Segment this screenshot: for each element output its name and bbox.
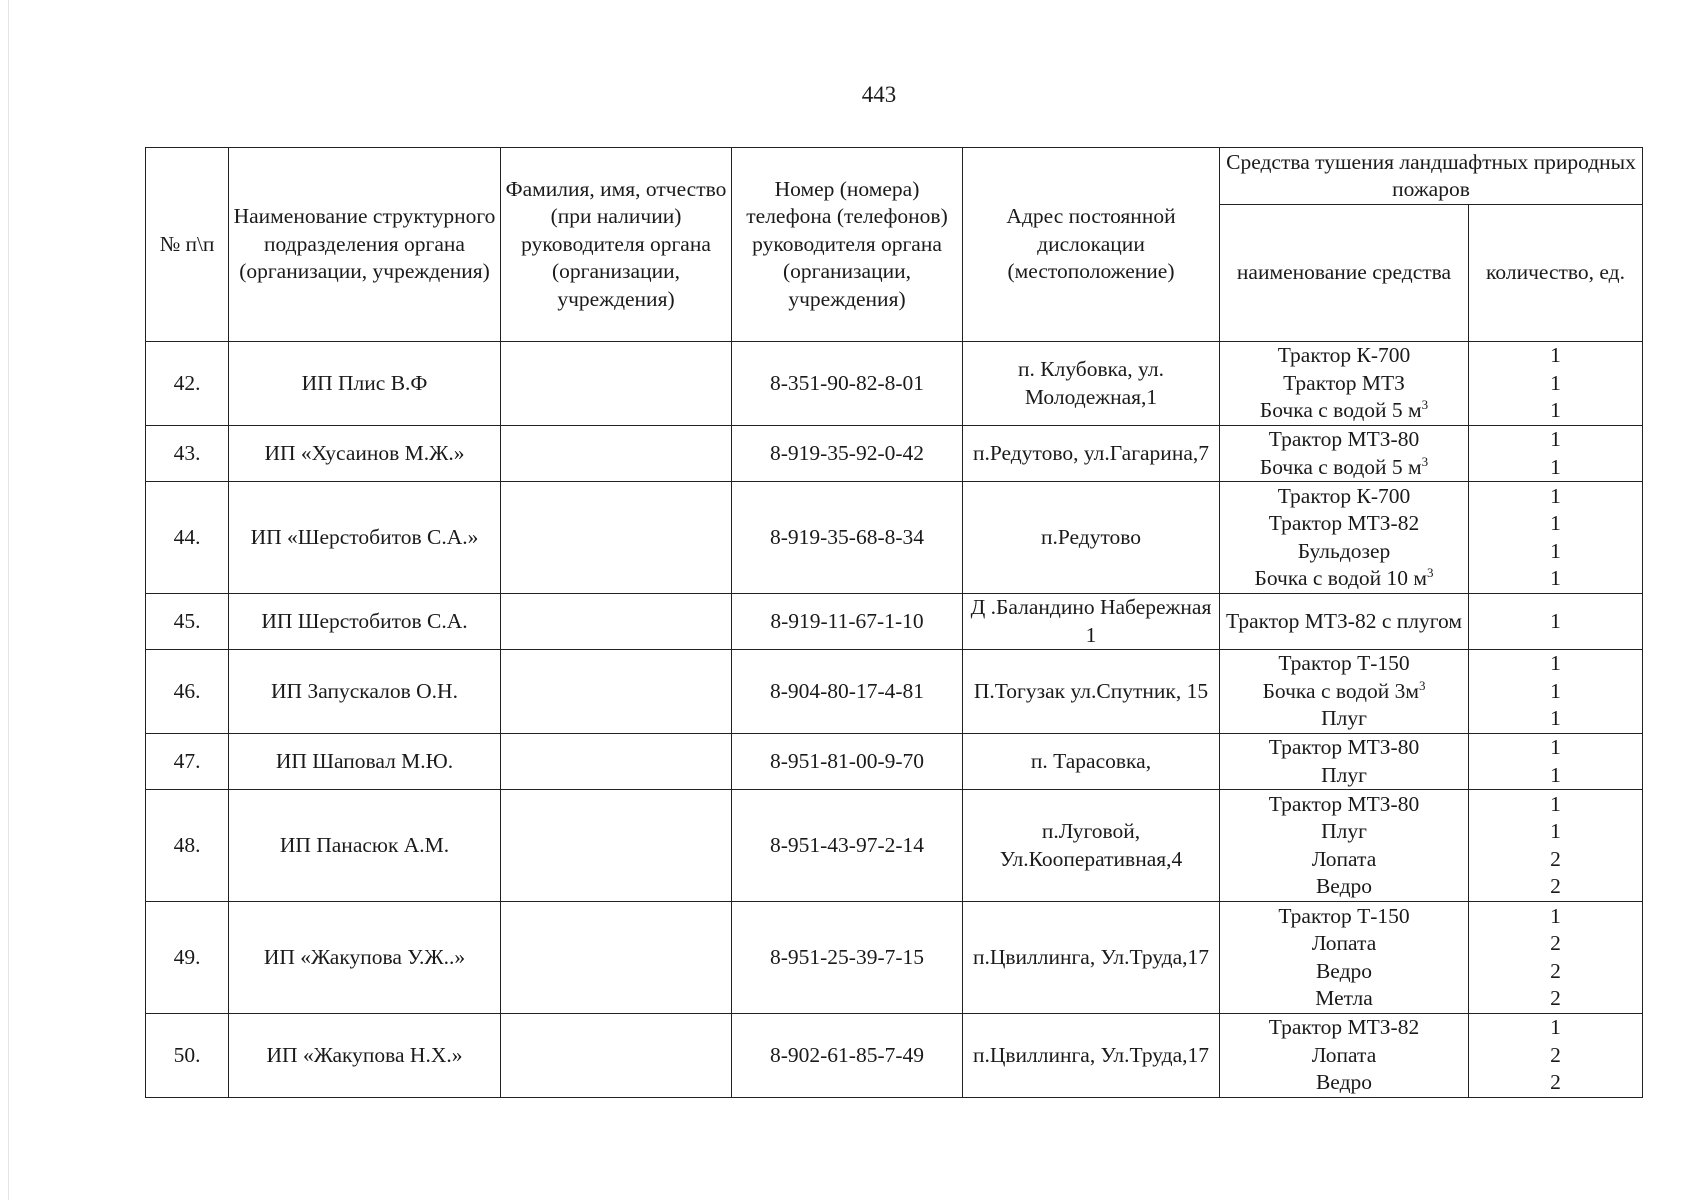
row-means-qty	[1469, 734, 1643, 790]
row-phone: 8-919-35-68-8-34	[732, 482, 963, 594]
means-name-list	[1224, 791, 1464, 901]
means-unit-superscript: 3	[1427, 564, 1434, 580]
row-phone: 8-951-43-97-2-14	[732, 790, 963, 902]
table-header	[146, 148, 1643, 342]
row-means-names	[1220, 734, 1469, 790]
means-name: Лопата	[1311, 846, 1377, 871]
means-name: Трактор МТЗ	[1283, 370, 1405, 395]
means-qty: 1	[1550, 427, 1561, 451]
row-org: ИП «Шерстобитов С.А.»	[229, 482, 501, 594]
means-qty: 1	[1550, 398, 1561, 423]
row-address: п. Тарасовка,	[963, 734, 1220, 790]
means-qty-list	[1473, 1014, 1638, 1097]
header-means-name: наименование средства	[1220, 205, 1469, 342]
row-means-qty	[1469, 1014, 1643, 1098]
header-org: Наименование структурного подразделения органа (организации, учреждения)	[229, 148, 501, 342]
row-means-names	[1220, 594, 1469, 650]
table-row	[146, 482, 1643, 594]
row-phone: 8-951-81-00-9-70	[732, 734, 963, 790]
row-head	[501, 650, 732, 734]
means-name: Трактор МТЗ-80	[1268, 791, 1420, 816]
means-name: Трактор МТЗ-80	[1268, 427, 1420, 451]
means-qty: 2	[1550, 986, 1561, 1010]
row-means-names	[1220, 902, 1469, 1014]
means-qty: 1	[1550, 903, 1561, 928]
means-unit-superscript: 3	[1421, 453, 1429, 469]
row-num: 50.	[146, 1014, 229, 1098]
means-qty: 1	[1550, 791, 1561, 816]
row-org: ИП Панасюк А.М.	[229, 790, 501, 902]
row-org: ИП Запускалов О.Н.	[229, 650, 501, 734]
means-name: Бочка с водой 5 $м^3$	[1259, 397, 1429, 423]
means-name: Бочка с водой 10 $м^3$	[1254, 564, 1434, 590]
row-means-names	[1220, 1014, 1469, 1098]
row-head	[501, 594, 732, 650]
table-row	[146, 594, 1643, 650]
row-org: ИП «Жакупова У.Ж..»	[229, 902, 501, 1014]
means-qty: 1	[1550, 735, 1561, 759]
means-name: Бочка с водой 5 $м^3$	[1259, 453, 1429, 479]
means-name: Ведро	[1315, 958, 1373, 983]
table-row	[146, 342, 1643, 426]
table-row	[146, 650, 1643, 734]
means-name: Ведро	[1315, 874, 1373, 898]
scan-edge-line	[8, 0, 9, 1200]
header-means-qty: количество, ед.	[1469, 205, 1643, 342]
row-address: п.Редутово	[963, 482, 1220, 594]
means-qty: 1	[1550, 651, 1561, 676]
means-qty: 1	[1550, 343, 1561, 368]
means-name-list	[1224, 608, 1464, 636]
means-qty-list	[1473, 791, 1638, 901]
row-means-qty	[1469, 594, 1643, 650]
row-means-names	[1220, 650, 1469, 734]
header-phone: Номер (номера) телефона (телефонов) руководителя органа (организации, учреждения)	[732, 148, 963, 342]
means-name: Трактор МТЗ-80	[1268, 735, 1420, 759]
row-address: п.Цвиллинга, Ул.Труда,17	[963, 902, 1220, 1014]
row-address: п.Редутово, ул.Гагарина,7	[963, 426, 1220, 482]
means-qty: 1	[1550, 678, 1561, 703]
row-head	[501, 1014, 732, 1098]
means-name-list	[1224, 483, 1464, 593]
means-qty-list	[1473, 903, 1638, 1013]
means-qty-list	[1473, 650, 1638, 733]
row-head	[501, 790, 732, 902]
row-org: ИП «Жакупова Н.Х.»	[229, 1014, 501, 1098]
row-org: ИП «Хусаинов М.Ж.»	[229, 426, 501, 482]
row-phone: 8-919-35-92-0-42	[732, 426, 963, 482]
means-name: Трактор К-700	[1277, 343, 1411, 368]
row-phone: 8-951-25-39-7-15	[732, 902, 963, 1014]
means-name: Плуг	[1321, 706, 1367, 731]
row-means-qty	[1469, 650, 1643, 734]
page-number: 443	[861, 82, 897, 107]
means-qty: 1	[1550, 1015, 1561, 1040]
means-qty: 1	[1550, 483, 1561, 508]
means-qty: 1	[1550, 706, 1561, 731]
header-num: № п\п	[146, 148, 229, 342]
row-head	[501, 482, 732, 594]
row-head	[501, 902, 732, 1014]
row-means-qty	[1469, 426, 1643, 482]
means-qty-list	[1473, 608, 1638, 636]
row-means-names	[1220, 342, 1469, 426]
means-qty-list	[1473, 483, 1638, 593]
row-num: 49.	[146, 902, 229, 1014]
means-qty: 1	[1550, 566, 1561, 590]
means-unit-superscript: 3	[1421, 397, 1429, 413]
means-qty: 2	[1550, 874, 1561, 898]
means-qty: 1	[1550, 454, 1561, 479]
means-name: Трактор Т-150	[1278, 903, 1410, 928]
row-phone: 8-919-11-67-1-10	[732, 594, 963, 650]
row-num: 42.	[146, 342, 229, 426]
means-qty: 1	[1550, 762, 1561, 787]
row-org: ИП Шаповал М.Ю.	[229, 734, 501, 790]
row-num: 46.	[146, 650, 229, 734]
table-row	[146, 1014, 1643, 1098]
row-phone: 8-351-90-82-8-01	[732, 342, 963, 426]
row-address: П.Тогузак ул.Спутник, 15	[963, 650, 1220, 734]
means-name: Трактор МТЗ-82	[1268, 511, 1420, 535]
table-row	[146, 902, 1643, 1014]
means-name: Метла	[1315, 986, 1373, 1010]
table-row	[146, 426, 1643, 482]
row-num: 45.	[146, 594, 229, 650]
means-name-list	[1224, 734, 1464, 789]
row-phone: 8-904-80-17-4-81	[732, 650, 963, 734]
row-num: 48.	[146, 790, 229, 902]
means-name: Трактор К-700	[1277, 483, 1411, 508]
row-num: 47.	[146, 734, 229, 790]
means-qty: 2	[1550, 1070, 1561, 1095]
row-org: ИП Шерстобитов С.А.	[229, 594, 501, 650]
means-qty-list	[1473, 426, 1638, 481]
row-means-qty	[1469, 902, 1643, 1014]
means-name: Лопата	[1311, 1042, 1377, 1067]
means-qty: 2	[1550, 931, 1561, 955]
header-means-group: Средства тушения ландшафтных природных пожаров	[1220, 148, 1643, 205]
means-name: Плуг	[1321, 762, 1367, 787]
table-row	[146, 790, 1643, 902]
row-means-qty	[1469, 482, 1643, 594]
row-address: Д .Баландино Набережная 1	[963, 594, 1220, 650]
row-means-qty	[1469, 790, 1643, 902]
means-name-list	[1224, 426, 1464, 481]
row-means-names	[1220, 790, 1469, 902]
means-qty: 2	[1550, 846, 1561, 871]
means-name: Ведро	[1315, 1070, 1373, 1095]
means-name: Трактор МТЗ-82 с плугом	[1226, 608, 1462, 633]
means-qty: 1	[1550, 538, 1561, 563]
means-unit-superscript: 3	[1418, 677, 1426, 693]
table-row	[146, 734, 1643, 790]
means-qty: 2	[1550, 1042, 1561, 1067]
row-num: 44.	[146, 482, 229, 594]
row-means-qty	[1469, 342, 1643, 426]
means-name: Плуг	[1321, 819, 1367, 843]
means-name: Трактор Т-150	[1278, 651, 1410, 676]
header-address: Адрес постоянной дислокации (местоположение)	[963, 148, 1220, 342]
row-means-names	[1220, 426, 1469, 482]
row-address: п. Клубовка, ул. Молодежная,1	[963, 342, 1220, 426]
means-name-list	[1224, 342, 1464, 425]
means-qty-list	[1473, 342, 1638, 425]
row-means-names	[1220, 482, 1469, 594]
means-name: Трактор МТЗ-82	[1268, 1015, 1420, 1040]
means-name-list	[1224, 650, 1464, 733]
row-head	[501, 426, 732, 482]
means-name-list	[1224, 1014, 1464, 1097]
row-org: ИП Плис В.Ф	[229, 342, 501, 426]
fire-means-table	[145, 147, 1643, 1098]
means-qty: 2	[1550, 958, 1561, 983]
means-name: Лопата	[1311, 931, 1377, 955]
table-body	[146, 342, 1643, 1098]
means-qty: 1	[1550, 608, 1561, 633]
means-qty-list	[1473, 734, 1638, 789]
means-name: Бочка с водой $3м^3$	[1262, 677, 1426, 703]
row-head	[501, 342, 732, 426]
means-qty: 1	[1550, 370, 1561, 395]
row-num: 43.	[146, 426, 229, 482]
row-address: п.Луговой, Ул.Кооперативная,4	[963, 790, 1220, 902]
means-qty: 1	[1550, 511, 1561, 535]
means-name-list	[1224, 903, 1464, 1013]
row-address: п.Цвиллинга, Ул.Труда,17	[963, 1014, 1220, 1098]
header-head: Фамилия, имя, отчество (при наличии) руководителя органа (организации, учреждения)	[501, 148, 732, 342]
row-phone: 8-902-61-85-7-49	[732, 1014, 963, 1098]
means-qty: 1	[1550, 819, 1561, 843]
means-name: Бульдозер	[1297, 538, 1391, 563]
row-head	[501, 734, 732, 790]
